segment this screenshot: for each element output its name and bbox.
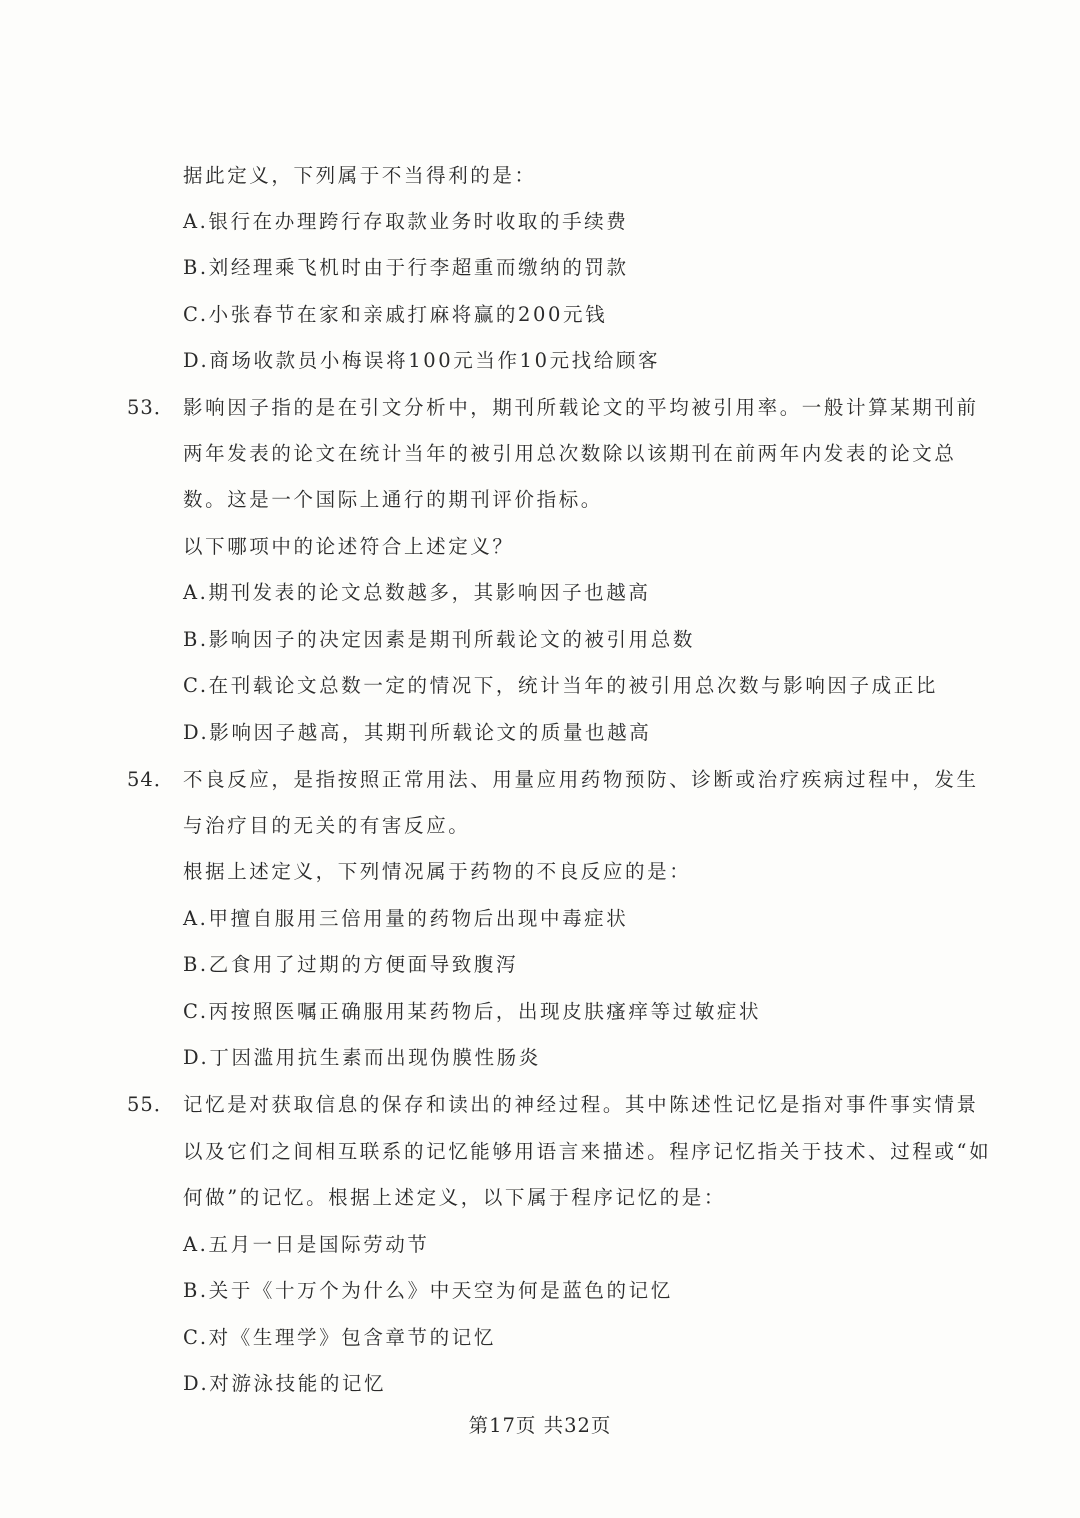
q52-option-d: D.商场收款员小梅误将100元当作10元找给顾客 <box>183 349 661 372</box>
q53-option-a: A.期刊发表的论文总数越多，其影响因子也越高 <box>183 581 651 604</box>
q55-stem-line-2: 以及它们之间相互联系的记忆能够用语言来描述。程序记忆指关于技术、过程或“如 <box>183 1140 992 1163</box>
q55-stem-line-1: 记忆是对获取信息的保存和读出的神经过程。其中陈述性记忆是指对事件事实情景 <box>183 1093 979 1116</box>
q54-option-a: A.甲擅自服用三倍用量的药物后出现中毒症状 <box>183 907 629 930</box>
q53-option-b: B.影响因子的决定因素是期刊所载论文的被引用总数 <box>183 628 695 651</box>
q54-stem-line-1: 不良反应，是指按照正常用法、用量应用药物预防、诊断或治疗疾病过程中，发生 <box>183 768 979 791</box>
q53-stem-line-1: 影响因子指的是在引文分析中，期刊所载论文的平均被引用率。一般计算某期刊前 <box>183 396 979 419</box>
q54-option-b: B.乙食用了过期的方便面导致腹泻 <box>183 953 519 976</box>
q52-prompt: 据此定义，下列属于不当得利的是： <box>183 164 537 187</box>
q53-number: 53． <box>127 396 175 419</box>
q54-option-c: C.丙按照医嘱正确服用某药物后，出现皮肤瘙痒等过敏症状 <box>183 1000 762 1023</box>
q52-option-c: C.小张春节在家和亲戚打麻将赢的200元钱 <box>183 303 608 326</box>
q52-option-b: B.刘经理乘飞机时由于行李超重而缴纳的罚款 <box>183 256 629 279</box>
q55-option-a: A.五月一日是国际劳动节 <box>183 1233 430 1256</box>
q54-number: 54． <box>127 768 175 791</box>
q53-option-d: D.影响因子越高，其期刊所载论文的质量也越高 <box>183 721 652 744</box>
q52-option-a: A.银行在办理跨行存取款业务时收取的手续费 <box>183 210 629 233</box>
q54-stem-line-2: 与治疗目的无关的有害反应。 <box>183 814 471 837</box>
q54-option-d: D.丁因滥用抗生素而出现伪膜性肠炎 <box>183 1046 541 1069</box>
q55-option-b: B.关于《十万个为什么》中天空为何是蓝色的记忆 <box>183 1279 673 1302</box>
q54-prompt: 根据上述定义，下列情况属于药物的不良反应的是： <box>183 860 692 883</box>
q55-option-c: C.对《生理学》包含章节的记忆 <box>183 1326 496 1349</box>
q53-stem-line-2: 两年发表的论文在统计当年的被引用总次数除以该期刊在前两年内发表的论文总 <box>183 442 957 465</box>
page-number-footer: 第17页 共32页 <box>468 1414 612 1437</box>
q55-option-d: D.对游泳技能的记忆 <box>183 1372 387 1395</box>
q53-option-c: C.在刊载论文总数一定的情况下，统计当年的被引用总次数与影响因子成正比 <box>183 674 938 697</box>
q55-stem-line-3: 何做”的记忆。根据上述定义，以下属于程序记忆的是： <box>183 1186 726 1209</box>
q53-prompt: 以下哪项中的论述符合上述定义？ <box>183 535 515 558</box>
q53-stem-line-3: 数。这是一个国际上通行的期刊评价指标。 <box>183 488 603 511</box>
q55-number: 55． <box>127 1093 175 1116</box>
